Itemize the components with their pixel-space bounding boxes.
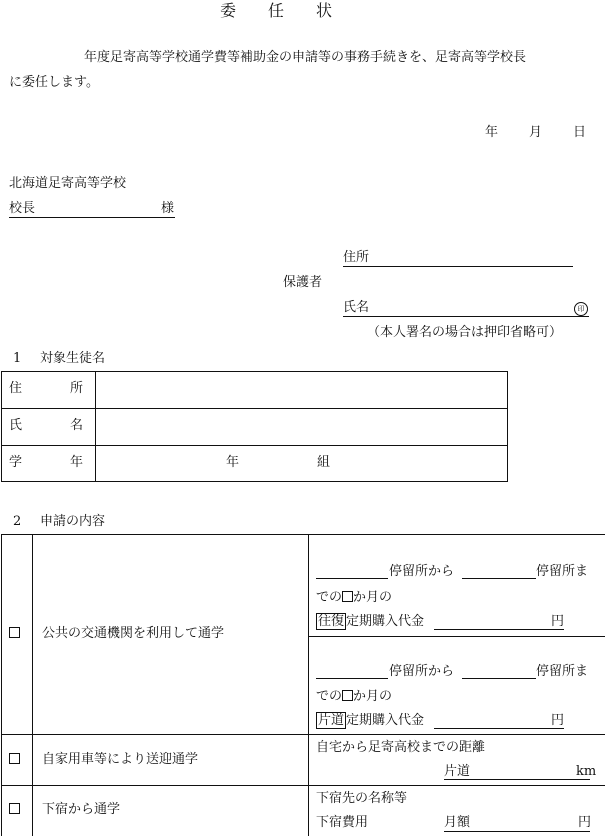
request-table-label-divider [308,534,309,836]
one-way-yen: 円 [551,713,565,728]
distance-text: 自宅から足寄高校までの距離 [316,740,486,755]
pass-cost-label: 定期購入代金 [346,614,425,629]
addressee-principal: 校長 [9,201,36,216]
student-name-label-2: 名 [70,418,84,433]
date-year-label: 年 [485,125,499,140]
months-box[interactable] [342,591,353,602]
addressee-honorific: 様 [161,201,175,216]
from-stop-text: 停留所から [389,664,455,679]
grade-suffix: 年 [226,455,240,470]
section2-number: 2 [13,514,22,529]
family-car-checkbox[interactable] [9,753,20,766]
intro-text-line1: 年度足寄高等学校通学費等補助金の申請等の事務手続きを、足寄高等学校長 [84,50,527,65]
months-prefix: での [316,689,343,704]
months-line-oneway [316,690,392,703]
from-stop-blank-line [316,578,388,579]
guardian-name-line [343,316,589,317]
guardian-address-line [343,266,573,267]
intro-text-line2: に委任します。 [9,75,99,90]
seal-mark-icon: 印 [574,301,588,316]
student-table-row-line [1,445,508,446]
addressee-underline [9,217,175,218]
distance-line [444,779,590,780]
signature-note: （本人署名の場合は押印省略可） [367,325,563,340]
pass-cost-label: 定期購入代金 [346,713,425,728]
guardian-address-label: 住所 [343,250,370,265]
to-stop-text: 停留所ま [536,664,589,679]
document-title: 委任状 [220,1,365,20]
to-stop-text: 停留所ま [536,564,589,579]
class-suffix: 組 [317,455,331,470]
request-table-row-line [1,785,605,786]
request-table-check-divider [32,534,33,836]
months-line-round [316,591,392,604]
months-suffix: か月の [353,689,393,704]
round-trip-cost-line [434,629,564,630]
student-table-divider [95,371,96,482]
addressee-school: 北海道足寄高等学校 [9,176,127,191]
to-stop-blank-line [462,678,536,679]
boarding-cost-line [444,831,590,832]
public-transport-checkbox[interactable] [9,627,20,640]
section1-number: 1 [13,351,22,366]
months-prefix: での [316,590,343,605]
guardian-label: 保護者 [283,275,323,290]
request-table-row-line [1,734,605,735]
student-table-row-line [1,408,508,409]
months-suffix: か月の [353,590,393,605]
family-car-label: 自家用車等により送迎通学 [42,752,199,767]
boarding-monthly: 月額 [444,815,471,830]
section1-heading: 対象生徒名 [40,351,106,366]
student-grade-label-2: 年 [70,455,84,470]
months-box[interactable] [342,690,353,701]
one-way-cost-line [434,728,564,729]
student-name-label-1: 氏 [9,418,23,433]
student-grade-label-1: 学 [9,455,23,470]
date-day-label: 日 [573,125,587,140]
distance-one-way: 片道 [444,764,471,779]
boarding-cost-label: 下宿費用 [316,815,369,830]
request-table-top [1,534,605,535]
round-trip-marker: 往復 [318,614,345,629]
boarding-label: 下宿から通学 [42,802,121,817]
boarding-place-text: 下宿先の名称等 [316,791,408,806]
guardian-name-label: 氏名 [343,300,370,315]
section2-heading: 申請の内容 [40,514,106,529]
boarding-checkbox[interactable] [9,803,20,816]
distance-km: km [576,764,597,779]
round-trip-yen: 円 [551,614,565,629]
one-way-pass-line [316,714,424,727]
public-transport-label: 公共の交通機関を利用して通学 [42,626,225,641]
boarding-yen: 円 [578,815,592,830]
from-stop-text: 停留所から [389,564,455,579]
public-transport-split-line [308,636,605,637]
student-address-label-1: 住 [9,381,23,396]
student-address-label-2: 所 [70,381,84,396]
request-table-left [1,534,2,836]
one-way-marker: 片道 [318,713,345,728]
round-trip-pass-line [316,615,424,628]
date-month-label: 月 [529,125,543,140]
to-stop-blank-line [462,578,536,579]
from-stop-blank-line [316,678,388,679]
